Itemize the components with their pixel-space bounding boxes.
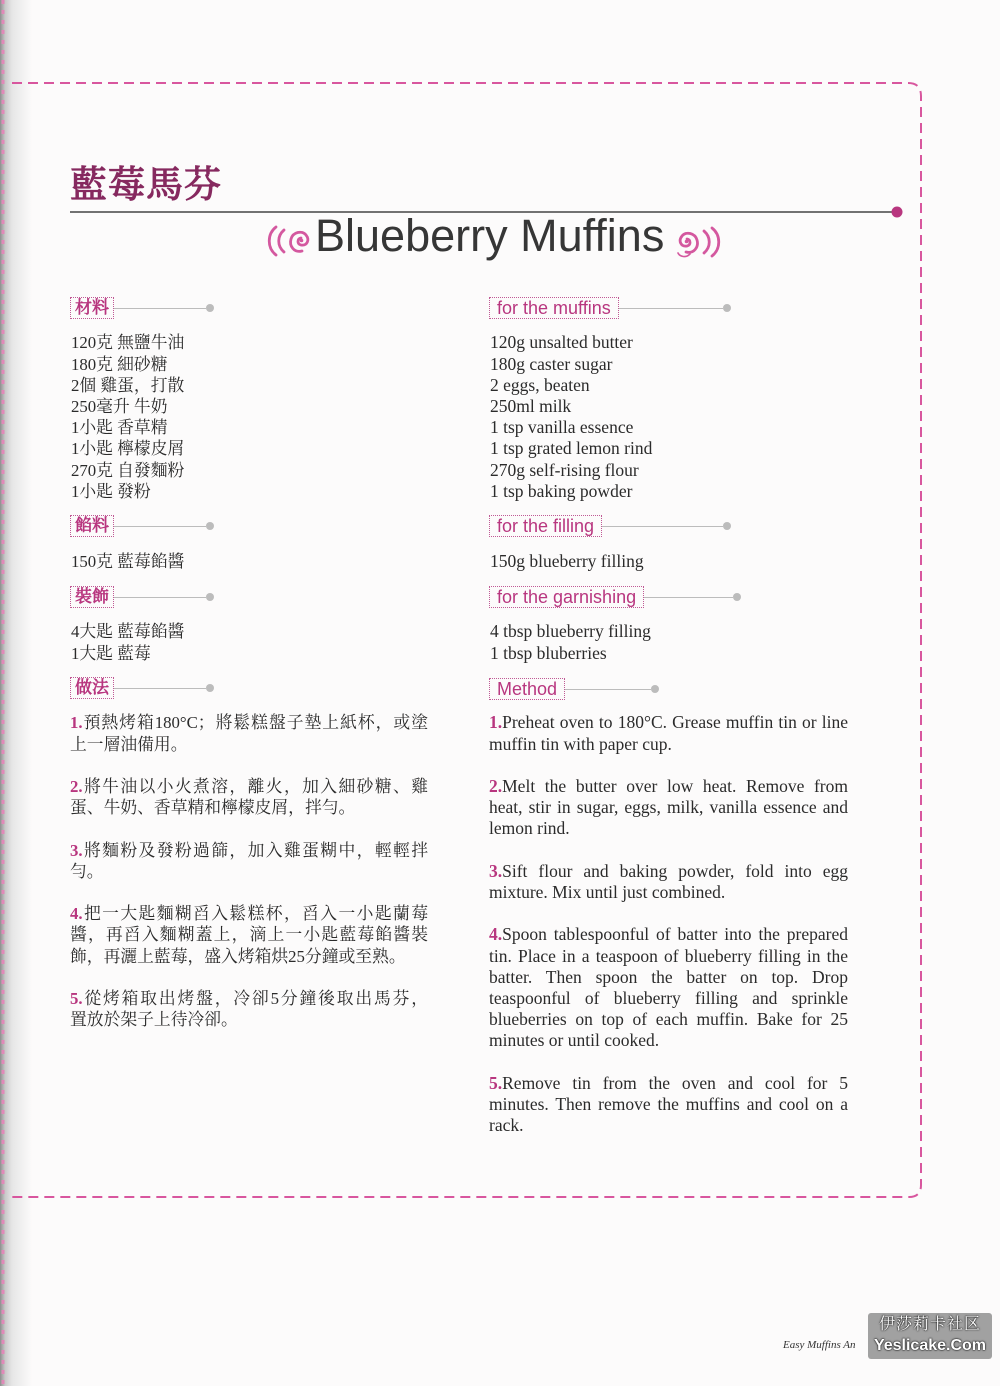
ingredient-item: 250ml milk xyxy=(490,396,572,416)
section-label: 餡料 xyxy=(70,515,114,537)
step-text: 將麵粉及發粉過篩，加入雞蛋糊中，輕輕拌 xyxy=(82,840,428,860)
step-number: 2. xyxy=(70,776,83,796)
step-text: Remove tin from the oven and cool for 5 xyxy=(502,1072,848,1093)
step-line: lemon rind. xyxy=(489,818,570,839)
step-number: 5. xyxy=(70,988,83,1008)
ingredient-item: 1 tsp baking powder xyxy=(490,480,633,501)
page-title-english: Blueberry Muffins xyxy=(315,210,665,261)
step-line: 蛋、牛奶、香草精和檸檬皮屑，拌勻。 xyxy=(70,798,356,818)
step-line xyxy=(70,903,428,924)
en-garnish-header xyxy=(489,586,741,608)
section-label: Method xyxy=(489,678,565,700)
step-text: Sift flour and baking powder, fold into egg xyxy=(502,860,848,881)
ingredient-item: 1 tsp vanilla essence xyxy=(490,417,634,438)
en-filling-header xyxy=(489,515,731,537)
step-line: 醬，再舀入麵糊蓋上，滴上一小匙藍莓餡醬裝 xyxy=(70,925,428,945)
step-number: 1. xyxy=(489,712,503,733)
step-line xyxy=(489,924,848,945)
step-line xyxy=(489,776,848,797)
step-number: 4. xyxy=(70,904,83,924)
ingredient-item: 1小匙 檸檬皮屑 xyxy=(71,439,185,459)
zh-filling-header xyxy=(70,515,214,537)
ingredient-item: 120g unsalted butter xyxy=(490,332,633,353)
section-label: for the filling xyxy=(489,515,602,537)
step-line: mixture. Mix until just combined. xyxy=(489,881,726,902)
header-rule xyxy=(602,526,723,527)
step-line: 勻。 xyxy=(70,861,104,881)
step-text: Preheat oven to 180°C. Grease muffin tin or line xyxy=(502,712,848,733)
section-label: 材料 xyxy=(70,297,114,319)
step-line: rack. xyxy=(489,1115,524,1136)
method-step xyxy=(70,903,428,967)
step-line xyxy=(489,861,848,882)
step-line xyxy=(70,840,428,861)
step-number: 1. xyxy=(70,713,83,733)
section-label: for the garnishing xyxy=(489,586,644,608)
en-ingredient-list xyxy=(490,332,830,502)
page-title-chinese: 藍莓馬芬 xyxy=(70,162,222,206)
ingredient-item: 270g self-rising flour xyxy=(490,459,639,480)
ingredient-item: 2個 雞蛋，打散 xyxy=(71,375,185,395)
step-text: Spoon tablespoonful of batter into the prepared xyxy=(502,924,848,945)
step-line: muffin tin with paper cup. xyxy=(489,733,672,754)
zh-method-steps xyxy=(70,712,428,1051)
ingredient-item: 150g blueberry filling xyxy=(490,551,644,572)
method-step xyxy=(70,712,428,754)
swirl-right-icon xyxy=(674,224,722,260)
step-number: 5. xyxy=(489,1072,503,1093)
site-watermark xyxy=(868,1313,992,1359)
header-rule xyxy=(114,308,206,309)
swirl-left-icon xyxy=(266,223,314,259)
en-method-header xyxy=(489,678,659,700)
step-line xyxy=(70,712,428,733)
step-line: minutes. Then remove the muffins and cool on a xyxy=(489,1093,848,1114)
header-dot xyxy=(733,593,741,601)
step-line: batter. Then spoon the batter on top. Drop xyxy=(489,966,848,987)
header-dot xyxy=(723,522,731,530)
watermark-line-2: Yeslicake.Com xyxy=(873,1337,987,1354)
zh-filling-list xyxy=(71,551,391,572)
header-dot xyxy=(206,684,214,692)
header-dot xyxy=(206,522,214,530)
method-step xyxy=(489,924,848,1051)
step-line: blueberries on top of each muffin. Bake for 25 xyxy=(489,1009,848,1030)
method-step xyxy=(70,988,428,1030)
step-line: minutes or until cooked. xyxy=(489,1030,660,1051)
section-label: for the muffins xyxy=(489,297,619,319)
method-step xyxy=(489,861,848,903)
header-dot xyxy=(651,685,659,693)
step-line xyxy=(70,776,428,797)
step-text: Melt the butter over low heat. Remove from xyxy=(502,775,848,796)
step-line xyxy=(489,1073,848,1094)
en-ingredients-header xyxy=(489,297,731,319)
header-rule xyxy=(644,597,733,598)
step-line: 上一層油備用。 xyxy=(70,734,188,754)
en-garnish-list xyxy=(490,621,830,663)
step-line: 飾，再灑上藍莓，盛入烤箱烘25分鐘或至熟。 xyxy=(70,946,406,966)
footer-book-title: Easy Muffins An xyxy=(783,1339,856,1351)
step-line: heat, stir in sugar, eggs, milk, vanilla essence and xyxy=(489,797,848,818)
step-number: 2. xyxy=(489,775,503,796)
ingredient-item: 250毫升 牛奶 xyxy=(71,397,168,416)
ingredient-item: 150克 藍莓餡醬 xyxy=(71,552,185,572)
section-label: 做法 xyxy=(70,677,114,699)
step-line xyxy=(70,988,428,1009)
zh-ingredients-header xyxy=(70,297,214,319)
step-number: 4. xyxy=(489,924,503,945)
watermark-line-1: 伊莎莉卡社区 xyxy=(878,1316,981,1333)
ingredient-item: 4大匙 藍莓餡醬 xyxy=(71,622,185,642)
ingredient-item: 1 tbsp bluberries xyxy=(490,642,607,663)
header-rule xyxy=(565,689,651,690)
ingredient-item: 120克 無鹽牛油 xyxy=(71,333,185,353)
ingredient-item: 1大匙 藍莓 xyxy=(71,643,151,663)
step-line xyxy=(489,712,848,733)
en-filling-list xyxy=(490,551,830,572)
method-step xyxy=(70,776,428,818)
ingredient-item: 1 tsp grated lemon rind xyxy=(490,438,653,459)
method-step xyxy=(70,840,428,882)
step-number: 3. xyxy=(489,860,503,881)
title-underline-dot xyxy=(892,207,903,218)
method-step xyxy=(489,712,848,754)
step-line: teaspoonful of blueberry filling and sprinkle xyxy=(489,987,848,1008)
ingredient-item: 1小匙 香草精 xyxy=(71,418,168,438)
method-step xyxy=(489,776,848,840)
step-text: 從烤箱取出烤盤，冷卻5分鐘後取出馬芬， xyxy=(82,988,428,1008)
ingredient-item: 2 eggs, beaten xyxy=(490,374,590,395)
header-rule xyxy=(619,308,723,309)
ingredient-item: 180克 細砂糖 xyxy=(71,354,168,374)
step-number: 3. xyxy=(70,840,83,860)
zh-ingredient-list xyxy=(71,332,391,502)
header-dot xyxy=(206,593,214,601)
header-rule xyxy=(114,688,206,689)
header-rule xyxy=(114,526,206,527)
step-text: 將牛油以小火煮溶，離火，加入細砂糖、雞 xyxy=(82,776,428,796)
method-step xyxy=(489,1073,848,1137)
section-label: 裝飾 xyxy=(70,586,114,608)
step-line: 置放於架子上待冷卻。 xyxy=(70,1010,238,1030)
ingredient-item: 4 tbsp blueberry filling xyxy=(490,621,651,642)
ingredient-item: 1小匙 發粉 xyxy=(71,481,151,501)
header-dot xyxy=(723,304,731,312)
ingredient-item: 180g caster sugar xyxy=(490,353,613,374)
ingredient-item: 270克 自發麵粉 xyxy=(71,460,185,480)
zh-method-header xyxy=(70,677,214,699)
en-method-steps xyxy=(489,712,848,1157)
step-text: 把一大匙麵糊舀入鬆糕杯，舀入一小匙蘭莓 xyxy=(82,904,428,924)
zh-garnish-list xyxy=(71,621,391,663)
step-text: 預熱烤箱180°C；將鬆糕盤子墊上紙杯，或塗 xyxy=(82,713,428,733)
zh-garnish-header xyxy=(70,586,214,608)
step-line: tin. Place in a teaspoon of blueberry filling in the xyxy=(489,945,848,966)
header-rule xyxy=(114,597,206,598)
header-dot xyxy=(206,304,214,312)
